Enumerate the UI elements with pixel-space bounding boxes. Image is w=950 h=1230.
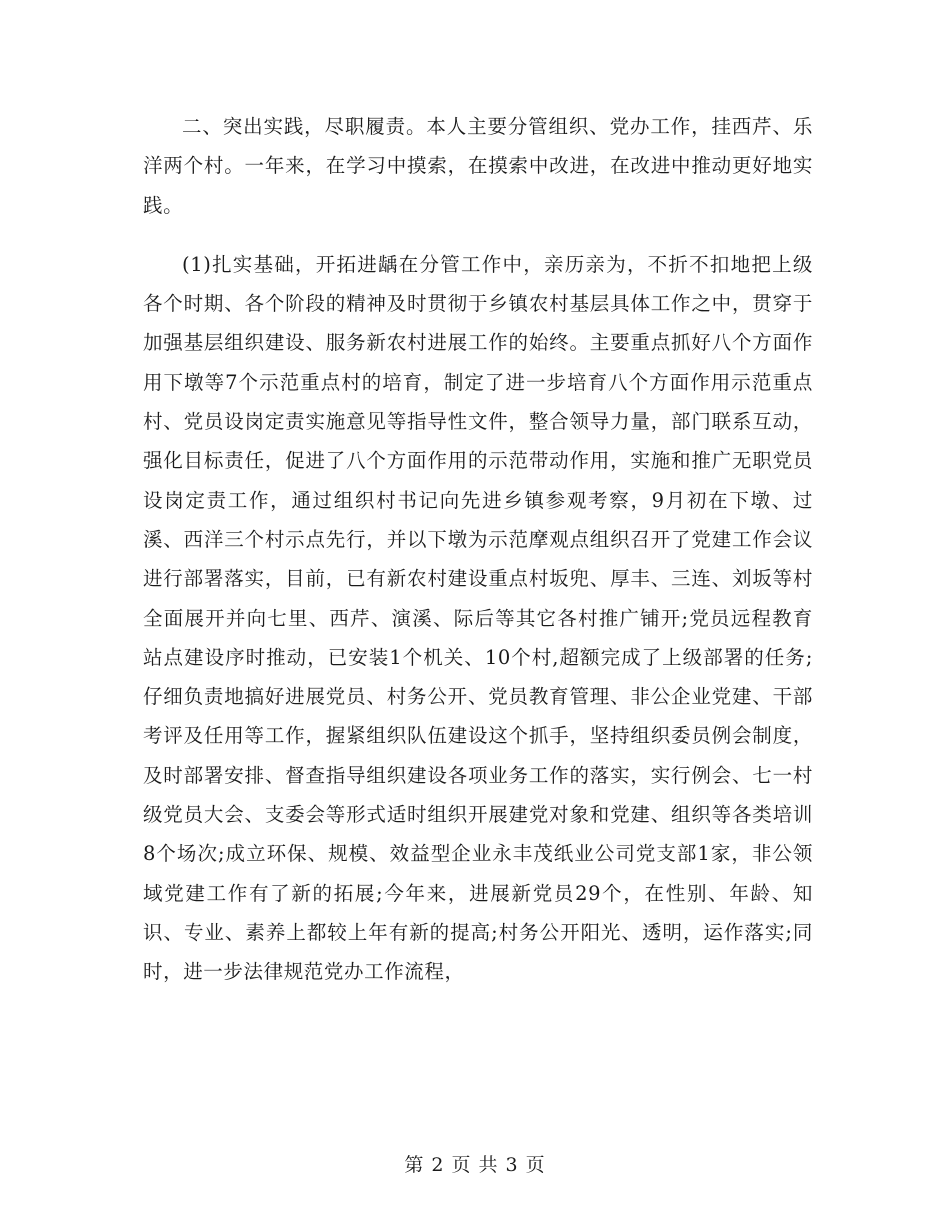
paragraph-foundation-work: (1)扎实基础，开拓进龋在分管工作中，亲历亲为，不折不扣地把上级各个时期、各个阶段的精神及时贯彻于乡镇农村基层具体工作之中，贯穿于加强基层组织建设、服务新农村进展工作的始终。主要重点抓好八个方面作用下墩等7个示范重点村的培育，制定了进一步培育八个方面作用示范重点村、党员设岗定责实施意见等指导性文件，整合领导力量，部门联系互动，强化目标责任，促进了八个方面作用的示范带动作用，实施和推广无职党员设岗定责工作，通过组织村书记向先进乡镇参观考察，9月初在下墩、过溪、西洋三个村示点先行，并以下墩为示范摩观点组织召开了党建工作会议进行部署落实，目前，已有新农村建设重点村坂兜、厚丰、三连、刘坂等村全面展开并向七里、西芹、演溪、际后等其它各村推广铺开;党员远程教育站点建设序时推动，已安装1个机关、10个村,超额完成了上级部署的任务;仔细负责地搞好进展党员、村务公开、党员教育管理、非公企业党建、干部考评及任用等工作，握紧组织队伍建设这个抓手，坚持组织委员例会制度，及时部署安排、督查指导组织建设各项业务工作的落实，实行例会、七一村级党员大会、支委会等形式适时组织开展建党对象和党建、组织等各类培训8个场次;成立环保、规模、效益型企业永丰茂纸业公司党支部1家，非公领域党建工作有了新的拓展;今年来，进展新党员29个，在性别、年龄、知识、专业、素养上都较上年有新的提高;村务公开阳光、透明，运作落实;同时，进一步法律规范党办工作流程， [143, 252, 813, 984]
paragraph-practice-intro: 二、突出实践，尽职履责。本人主要分管组织、党办工作，挂西芹、乐洋两个村。一年来，在学习中摸索，在摸索中改进，在改进中推动更好地实践。 [143, 115, 813, 217]
page-number-footer: 第 2 页 共 3 页 [404, 1154, 546, 1176]
document-body [143, 107, 813, 992]
